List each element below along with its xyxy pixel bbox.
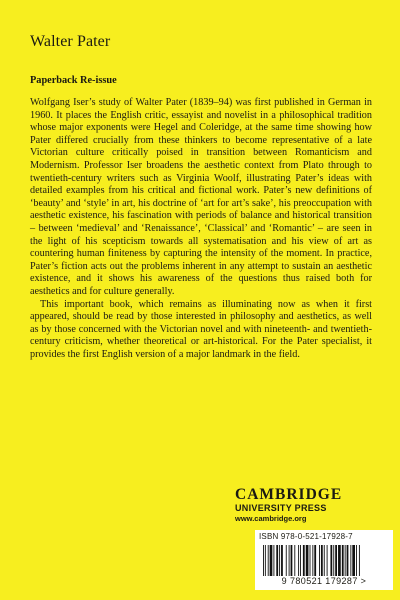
publisher-logo — [235, 487, 375, 524]
barcode-bar — [286, 545, 287, 576]
barcode-bar — [324, 545, 325, 576]
barcode-bar — [314, 545, 316, 576]
barcode-bar — [298, 545, 299, 576]
barcode-bar — [338, 545, 341, 576]
barcode-bar — [310, 545, 311, 576]
isbn-label: ISBN 978-0-521-17928-7 — [259, 532, 353, 541]
publisher-url: www.cambridge.org — [235, 514, 307, 523]
blurb — [30, 97, 372, 361]
barcode-bar — [300, 545, 301, 576]
barcode-bar — [321, 545, 323, 576]
barcode-bar — [279, 545, 280, 576]
barcode-bar — [289, 545, 290, 576]
barcode-bar — [345, 545, 346, 576]
barcode-bar — [319, 545, 320, 576]
barcode-bar — [306, 545, 309, 576]
publisher-name: CAMBRIDGE — [235, 486, 343, 503]
barcode-bar — [335, 545, 337, 576]
barcode-bar — [268, 545, 269, 576]
barcode-bar — [291, 545, 293, 576]
barcode-bar — [312, 545, 313, 576]
barcode-bar — [359, 545, 360, 576]
barcode-bar — [352, 545, 355, 576]
book-title: Walter Pater — [30, 33, 111, 50]
barcode-icon — [261, 545, 387, 576]
barcode-bar — [350, 545, 351, 576]
edition-label: Paperback Re-issue — [30, 75, 117, 86]
barcode-bar — [273, 545, 274, 576]
barcode-bar — [281, 545, 283, 576]
barcode-bar — [342, 545, 344, 576]
barcode-bar — [263, 545, 264, 576]
publisher-press: UNIVERSITY PRESS — [235, 503, 327, 513]
barcode-bar — [294, 545, 295, 576]
barcode-panel — [255, 530, 393, 590]
barcode-bar — [347, 545, 349, 576]
barcode-bar — [270, 545, 273, 576]
barcode-digits: 9 780521 179287 > — [281, 576, 367, 586]
blurb-paragraph-2: This important book, which remains as illuminating now as when it first appeared, should be read by those interested in philosophy and aesthetics, as well as by those concerned with the Victorian novel and with nineteenth- and twentieth-century criticism, whether theoretical or art-historical. For the Pater specialist, it provides the first English version of a major landmark in the field. — [30, 298, 372, 360]
blurb-paragraph-1: Wolfgang Iser’s study of Walter Pater (1839–94) was first published in German in 1960. It places the English critic, essayist and novelist in a philosophical tradition whose major exponents were Hegel and Coleridge, at the same time showing how Pater differed crucially from these thinkers to become representative of a late Victorian culture critically poised in transition between Romanticism and Modernism. Professor Iser broadens the aesthetic context from Plato through to twentieth-century writers such as Virginia Woolf, illustrating Pater’s ideas with detailed examples from his critical and fictional work. Pater’s new definitions of ‘beauty’ and ‘style’ in art, his doctrine of ‘art for art’s sake’, his preoccupation with aesthetic existence, his fascination with periods of balance and historical transition – between ‘medieval’ and ‘Renaissance’, ‘Classical’ and ‘Romantic’ – are seen in the light of his scepticism towards all systematisation and his view of art as countering human finiteness by capturing the intensity of the moment. In practice, Pater’s fiction acts out the problems inherent in any attempt to sustain an aesthetic existence, and it shows his awareness of the questions thus raised both for aesthetics and for culture generally. — [30, 97, 372, 297]
barcode-bar — [303, 545, 305, 576]
barcode-bar — [356, 545, 357, 576]
barcode-bar — [265, 545, 266, 576]
barcode-bar — [330, 545, 332, 576]
barcode-bar — [327, 545, 328, 576]
barcode-bar — [333, 545, 334, 576]
barcode-bar — [276, 545, 278, 576]
